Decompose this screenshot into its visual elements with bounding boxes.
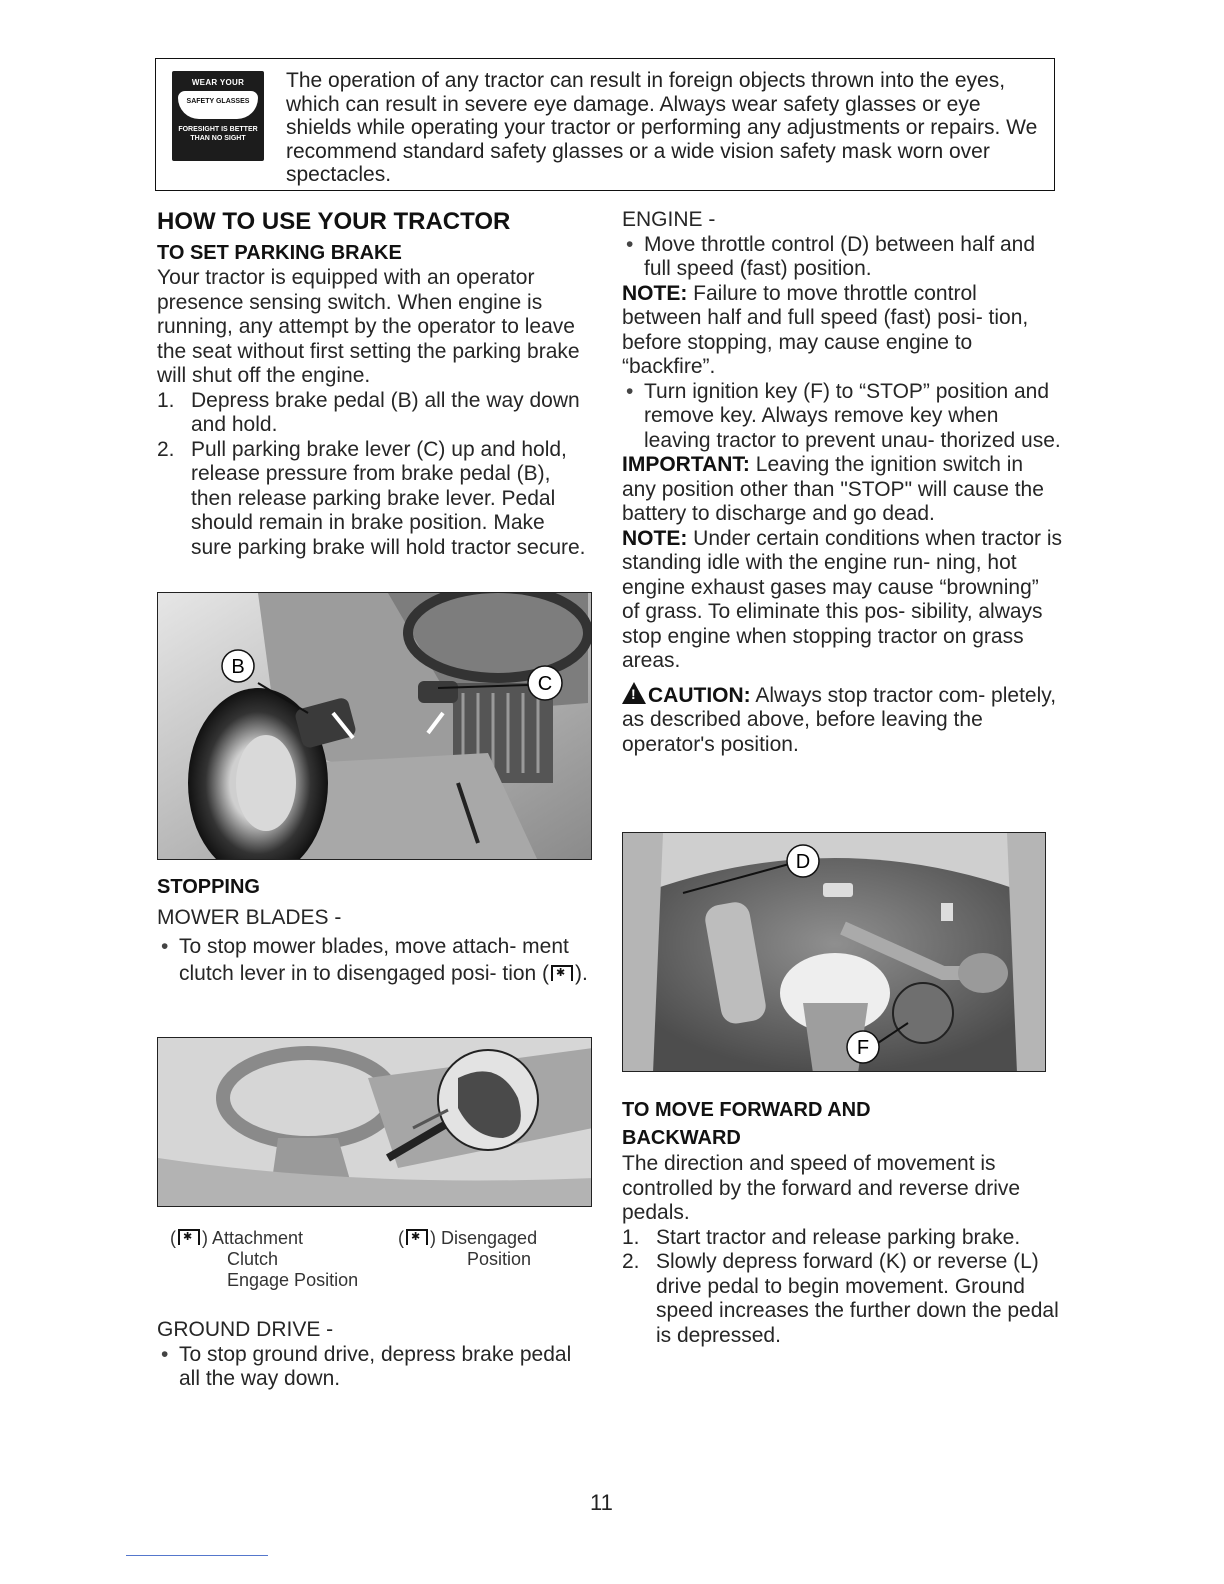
legend-text: Disengaged — [441, 1228, 538, 1248]
clutch-engage-icon — [178, 1229, 200, 1245]
section-heading: HOW TO USE YOUR TRACTOR — [157, 208, 511, 235]
callout-c-label: C — [537, 673, 553, 695]
list-item — [157, 389, 589, 438]
caution-note — [622, 682, 1062, 758]
step-number: 2. — [622, 1250, 640, 1273]
parking-brake-intro: Your tractor is equipped with an operator presence sensing switch. When engine is running, any attempt by the operator to leave the seat without first setting the parking brake will shut off the engine. — [157, 266, 580, 387]
clutch-disengaged-icon — [406, 1229, 428, 1245]
legend-text: Clutch — [227, 1249, 279, 1269]
ground-drive-label: GROUND DRIVE - — [157, 1318, 334, 1341]
list-item — [157, 438, 589, 561]
caution-text: Always stop tractor com- pletely, as described above, before leaving the operator's position. — [622, 683, 1057, 756]
parking-brake-figure — [157, 592, 592, 860]
engine-label: ENGINE - — [622, 208, 716, 231]
list-item — [622, 1226, 1062, 1251]
step-text: Slowly depress forward (K) or reverse (L) drive pedal to begin movement. Ground speed increases the further down the pedal is depressed. — [656, 1250, 1059, 1347]
legend-text: Position — [467, 1249, 532, 1269]
move-heading-2: BACKWARD — [622, 1127, 741, 1149]
list-item: • Move throttle control (D) between half and full speed (fast) position. — [622, 233, 1062, 282]
parking-brake-heading: TO SET PARKING BRAKE — [157, 242, 402, 264]
step-text: Start tractor and release parking brake. — [656, 1225, 1021, 1249]
note-1 — [622, 282, 1062, 380]
stopping-heading: STOPPING — [157, 876, 260, 898]
callout-b-label: B — [231, 656, 245, 678]
ground-drive-list — [157, 1343, 597, 1392]
icon-text-bottom — [172, 125, 264, 143]
move-intro: The direction and speed of movement is controlled by the forward and reverse drive pedals. — [622, 1152, 1021, 1224]
throttle-ignition-illustration — [623, 833, 1046, 1072]
note-2 — [622, 527, 1062, 674]
clutch-disengaged-icon — [551, 965, 573, 981]
important-note — [622, 453, 1062, 527]
legend-text: Attachment — [212, 1228, 304, 1248]
parking-brake-steps — [157, 389, 589, 561]
warning-text: The operation of any tractor can result in foreign objects thrown into the eyes, which can result in severe eye damage. Always wear safety glasses or eye shields while operating your tractor or performing any adjustments or repairs. We recommend standard safety glasses or a wide vision safety mask worn over spectacles. — [286, 69, 1038, 186]
clutch-lever-figure — [157, 1037, 592, 1207]
safety-warning-box — [155, 58, 1055, 191]
engine-list-2 — [622, 380, 1062, 454]
throttle-ignition-figure — [622, 832, 1046, 1072]
list-item — [157, 933, 597, 987]
legend-text: Engage Position — [227, 1270, 359, 1290]
important-label: IMPORTANT: — [622, 453, 750, 476]
note-text: Under certain conditions when tractor is standing idle with the engine run- ning, hot engine exhaust gases may cause “browning” of grass. To eliminate this pos- sibility, always stop engine when stopping tractor on grass areas. — [622, 526, 1063, 672]
icon-text-bottom-2: THAN NO SIGHT — [190, 135, 246, 142]
parking-brake-illustration — [158, 593, 592, 860]
icon-text-bottom-1: FORESIGHT IS BETTER — [178, 126, 258, 133]
page-number: 11 — [590, 1490, 613, 1515]
safety-glasses-icon — [172, 71, 264, 161]
list-item — [622, 1250, 1062, 1348]
step-text: Depress brake pedal (B) all the way down and hold. — [191, 388, 580, 436]
step-number: 2. — [157, 437, 175, 461]
caution-label: CAUTION: — [648, 683, 751, 707]
legend-disengaged-line-1: (✱ ) Disengaged — [398, 1228, 588, 1249]
mower-bullet-text: To stop mower blades, move attach- ment clutch lever in to disengaged posi- tion ( — [179, 934, 569, 985]
note-label: NOTE: — [622, 281, 688, 305]
ground-drive-section — [157, 1318, 597, 1392]
legend-disengaged — [398, 1228, 588, 1270]
mower-blades-label: MOWER BLADES - — [157, 906, 342, 929]
list-item: • To stop ground drive, depress brake pedal all the way down. — [157, 1343, 597, 1392]
engine-list-1 — [622, 233, 1062, 282]
step-number: 1. — [157, 388, 175, 412]
left-column-top — [157, 208, 589, 560]
icon-text-top: WEAR YOUR — [191, 78, 245, 87]
mower-blades-list — [157, 933, 597, 987]
move-heading-1: TO MOVE FORWARD AND — [622, 1099, 871, 1121]
icon-text-mid: SAFETY GLASSES — [178, 91, 258, 119]
callout-f-label: F — [856, 1037, 870, 1059]
legend-engage-line-1: (✱ ) Attachment — [170, 1228, 370, 1249]
move-steps — [622, 1226, 1062, 1349]
legend-engage — [170, 1228, 370, 1291]
move-section — [622, 1096, 1062, 1348]
bottom-rule — [126, 1555, 268, 1556]
callout-d-label: D — [795, 851, 811, 873]
step-text: Pull parking brake lever (C) up and hold, release pressure from brake pedal (B), then release parking brake lever. Pedal should remain in brake position. Make sure parking brake will hold tractor secure. — [191, 437, 586, 559]
right-column-top — [622, 208, 1062, 757]
important-text: Leaving the ignition switch in any position other than "STOP" will cause the battery to discharge and go dead. — [622, 453, 1044, 525]
list-item: • Turn ignition key (F) to “STOP” position and remove key. Always remove key when leaving tractor to prevent unau- thorized use. — [622, 380, 1062, 454]
warning-triangle-icon — [622, 682, 646, 704]
clutch-lever-illustration — [158, 1038, 592, 1207]
note-label: NOTE: — [622, 526, 688, 550]
note-text: Failure to move throttle control between half and full speed (fast) posi- tion, before stopping, may cause engine to “backfire”. — [622, 281, 1029, 378]
step-number: 1. — [622, 1225, 640, 1249]
mower-bullet-end: ). — [575, 961, 588, 985]
stopping-section — [157, 874, 597, 987]
